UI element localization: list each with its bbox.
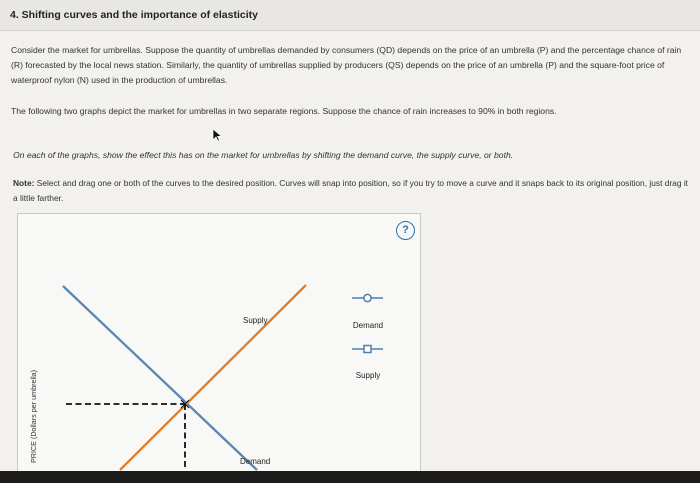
legend-supply-tool[interactable] bbox=[352, 346, 383, 381]
legend-demand-marker-icon bbox=[364, 294, 371, 301]
legend-demand-label: Demand bbox=[352, 321, 384, 330]
supply-curve[interactable] bbox=[120, 285, 306, 470]
legend-supply-marker-icon bbox=[364, 346, 371, 353]
help-button[interactable]: ? bbox=[396, 221, 415, 240]
supply-curve-label: Supply bbox=[243, 316, 268, 325]
legend-demand-tool[interactable] bbox=[352, 294, 383, 330]
bottom-bar bbox=[0, 471, 700, 483]
demand-curve-label: Demand bbox=[240, 457, 271, 466]
intro-paragraph: Consider the market for umbrellas. Suppose the quantity of umbrellas demanded by consumers (QD) depends on the price of an umbrella (P) and the percentage chance of rain (R) forecasted by the local news station. Similarly, the quantity of umbrellas supplied by producers (QS) depends on the price of an umbrella (P) and the square-foot price of waterproof nylon (N) used in the production of umbrellas. bbox=[11, 45, 682, 85]
demand-curve[interactable] bbox=[63, 286, 257, 470]
note-body: Select and drag one or both of the curves to the desired position. Curves will snap into position, so if you try to move a curve and it snaps back to its original position, just drag it a little farther. bbox=[13, 178, 689, 203]
instruction-text: On each of the graphs, show the effect this has on the market for umbrellas by shifting the demand curve, the supply curve, or both. bbox=[13, 150, 514, 160]
note-label: Note: bbox=[13, 178, 35, 188]
scenario-paragraph: The following two graphs depict the market for umbrellas in two separate regions. Suppose the chance of rain increases to 90% in both regions. bbox=[11, 106, 557, 116]
question-title: 4. Shifting curves and the importance of elasticity bbox=[10, 9, 258, 21]
legend-supply-label: Supply bbox=[355, 371, 381, 380]
y-axis-label: PRICE (Dollars per umbrella) bbox=[29, 369, 38, 463]
